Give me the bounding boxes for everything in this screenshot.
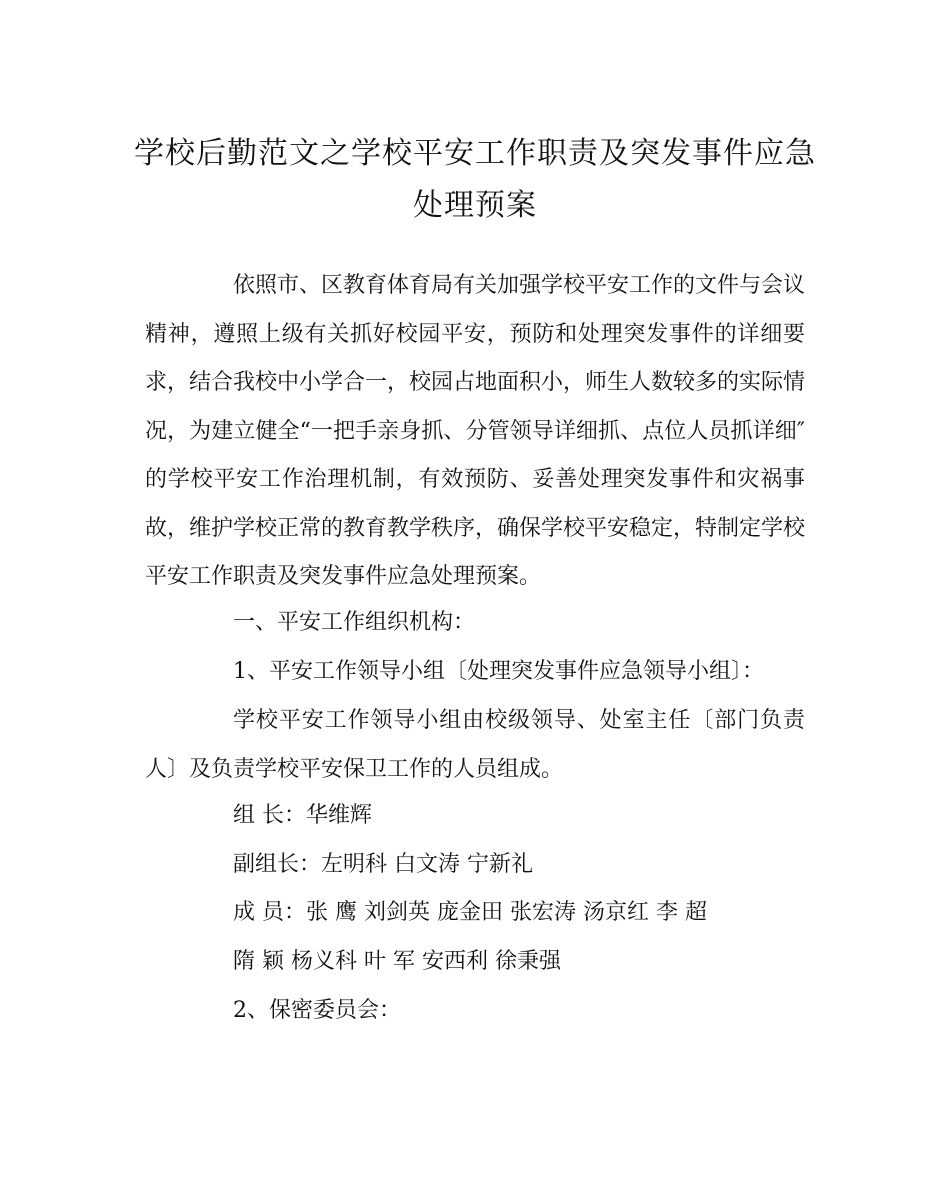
leadership-group-description: 学校平安工作领导小组由校级领导、处室主任〔部门负责人〕及负责学校平安保卫工作的人员组成。 — [145, 708, 805, 782]
item-heading-leadership-group: 1、平安工作领导小组〔处理突发事件应急领导小组〕： — [233, 659, 764, 684]
item-heading-confidentiality-committee: 2、保密委员会： — [233, 998, 401, 1023]
section-heading-organization: 一、平安工作组织机构： — [233, 610, 476, 635]
members-line-continued: 隋 颖 杨义科 叶 军 安西利 徐秉强 — [233, 949, 561, 974]
deputy-leader-line: 副组长：左明科 白文涛 宁新礼 — [233, 852, 533, 877]
members-line: 成 员：张 鹰 刘剑英 庞金田 张宏涛 汤京红 李 超 — [233, 900, 707, 925]
intro-paragraph: 依照市、区教育体育局有关加强学校平安工作的文件与会议精神，遵照上级有关抓好校园平安，预防和处理突发事件的详细要求，结合我校中小学合一，校园占地面积小，师生人数较多的实际情况，为建立健全“一把手亲身抓、分管领导详细抓、点位人员抓详细″的学校平安工作治理机制，有效预防、妥善处理突发事件和灾祸事故，维护学校正常的教育教学秩序，确保学校平安稳定，特制定学校平安工作职责及突发事件应急处理预案。 — [145, 273, 806, 589]
document-title: 学校后勤范文之学校平安工作职责及突发事件应急处理预案 — [134, 136, 816, 223]
group-leader-line: 组 长：华维辉 — [233, 803, 372, 828]
